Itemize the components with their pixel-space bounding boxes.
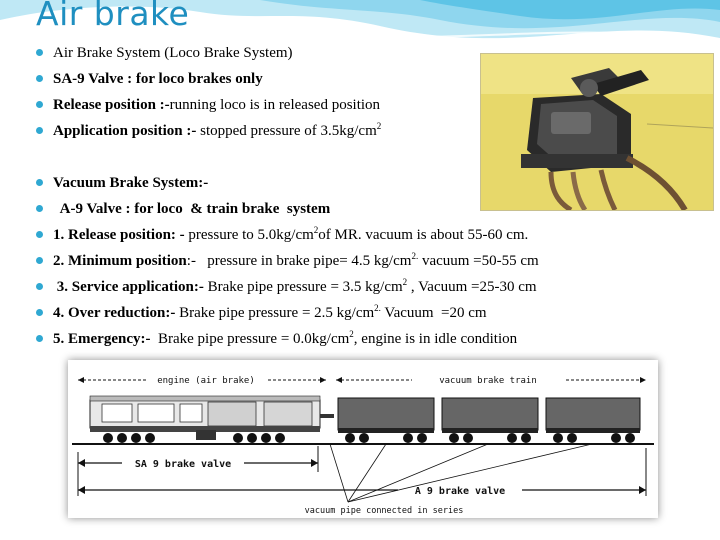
locomotive-drawing <box>90 396 334 443</box>
bullet-bold-text: 4. Over reduction:- <box>53 305 176 321</box>
bullet-icon <box>36 257 43 264</box>
bullet-bold-text: 1. Release position: - <box>53 227 185 243</box>
bullet-text: Brake pipe pressure = 3.5 kg/cm <box>203 279 403 295</box>
a9-valve-label: A 9 brake valve <box>414 486 506 497</box>
bullet-superscript: 2 <box>376 121 382 131</box>
bullet-superscript: 2 <box>402 277 408 287</box>
wagon-drawing <box>338 398 434 443</box>
bullet-text: Brake pipe pressure = 2.5 kg/cm <box>175 305 375 321</box>
bullet-icon <box>36 283 43 290</box>
list-item <box>36 274 539 300</box>
list-item <box>36 92 539 118</box>
bullet-bold-text: 5. Emergency:- <box>53 331 151 347</box>
bullet-text: pressure to 5.0kg/cm <box>184 227 314 243</box>
train-brake-diagram <box>68 360 658 518</box>
list-item <box>36 196 539 222</box>
bullet-bold-text: Application position :- <box>53 123 197 139</box>
bullet-tail-text: , engine is in idle condition <box>353 331 518 347</box>
bullet-icon <box>36 179 43 186</box>
bullet-tail-text: Vacuum =20 cm <box>380 305 487 321</box>
list-item <box>36 170 539 196</box>
bullet-icon <box>36 75 43 82</box>
bullet-icon <box>36 309 43 316</box>
engine-label: engine (air brake) <box>157 376 255 386</box>
bullet-bold-text: 2. Minimum position <box>53 253 187 269</box>
bullet-bold-text: A-9 Valve : for loco & train brake system <box>53 201 331 217</box>
list-item <box>36 118 539 144</box>
bullet-icon <box>36 231 43 238</box>
bullet-list <box>36 40 539 352</box>
bullet-text: stopped pressure of 3.5kg/cm <box>196 123 377 139</box>
list-item <box>36 40 539 66</box>
slide-title: Air brake <box>36 0 190 33</box>
list-item <box>36 326 539 352</box>
vacuum-pipe-label: vacuum pipe connected in series <box>304 506 464 516</box>
bullet-icon <box>36 49 43 56</box>
bullet-bold-text: Vacuum Brake System:- <box>53 175 209 191</box>
bullet-text: Air Brake System (Loco Brake System) <box>53 45 293 61</box>
bullet-superscript: 2. <box>374 303 381 313</box>
bullet-icon <box>36 127 43 134</box>
bullet-icon <box>36 101 43 108</box>
bullet-superscript: 2 <box>313 225 319 235</box>
sa9-valve-label: SA 9 brake valve <box>134 459 232 470</box>
bullet-text: :- pressure in brake pipe= 4.5 kg/cm <box>186 253 412 269</box>
list-item <box>36 248 539 274</box>
bullet-bold-text: Release position :- <box>53 97 170 113</box>
bullet-bold-text: SA-9 Valve : for loco brakes only <box>53 71 263 87</box>
wagon-drawing <box>442 398 538 443</box>
bullet-icon <box>36 205 43 212</box>
bullet-superscript: 2 <box>349 329 354 339</box>
bullet-text: Brake pipe pressure = 0.0kg/cm <box>150 331 350 347</box>
train-label: vacuum brake train <box>439 376 537 386</box>
bullet-tail-text: vacuum =50-55 cm <box>418 253 539 269</box>
bullet-tail-text: , Vacuum =25-30 cm <box>407 279 537 295</box>
bullet-tail-text: of MR. vacuum is about 55-60 cm. <box>318 227 529 243</box>
brake-valve-photo <box>480 53 714 211</box>
diagram-drawing <box>68 360 658 518</box>
list-item <box>36 300 539 326</box>
bullet-superscript: 2. <box>411 251 419 261</box>
list-item <box>36 66 539 92</box>
bullet-icon <box>36 335 43 342</box>
list-item <box>36 222 539 248</box>
wagon-drawing <box>546 398 640 443</box>
bullet-bold-text: 3. Service application:- <box>53 279 204 295</box>
bullet-text: running loco is in released position <box>169 97 381 113</box>
